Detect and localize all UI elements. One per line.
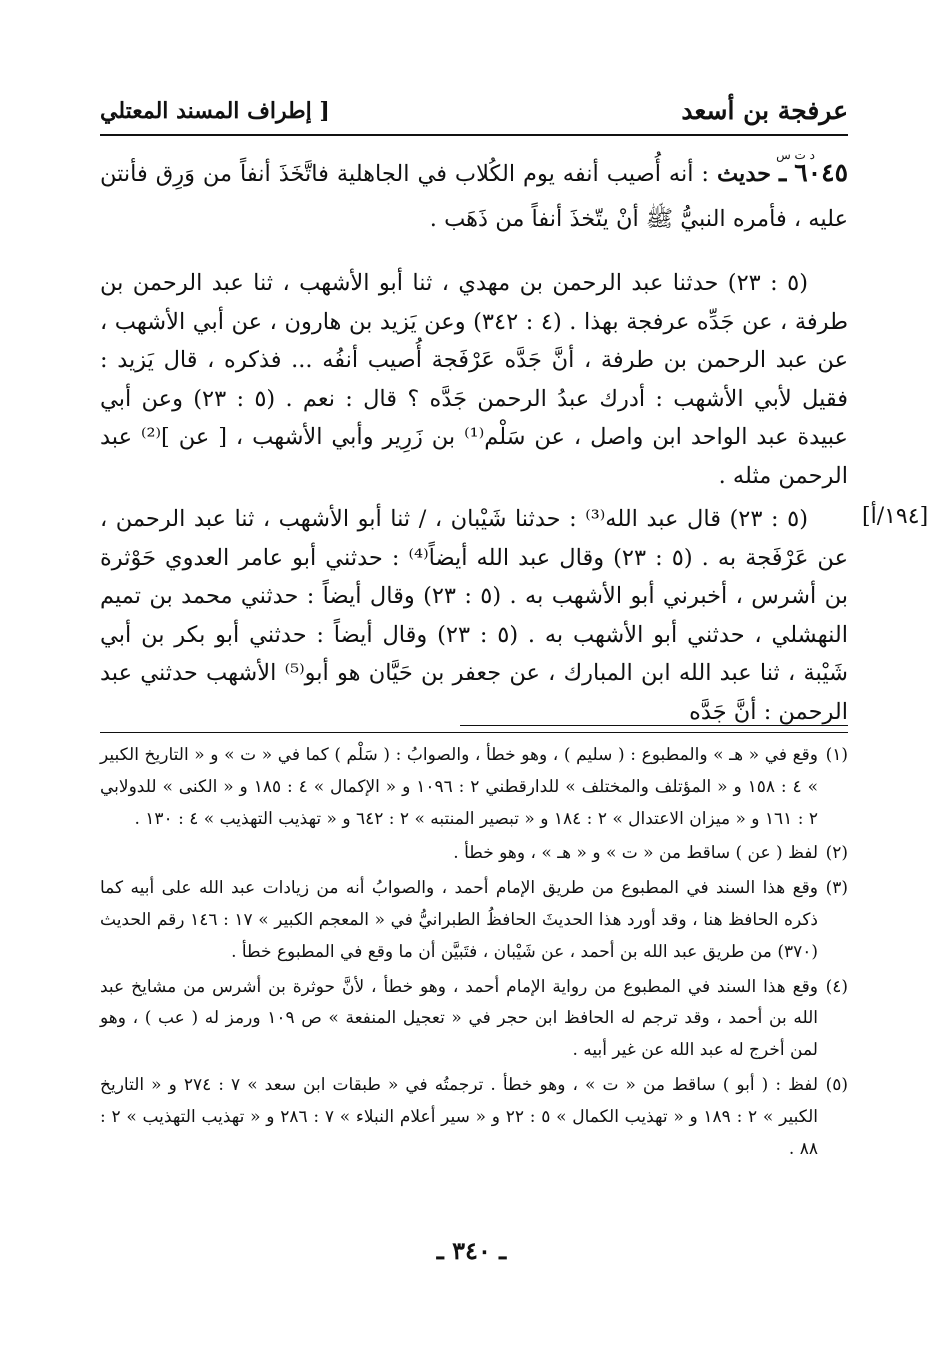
- hadith-keyword: حديث: [716, 161, 772, 187]
- footnote-text: وقع في « هـ » والمطبوع : ( سليم ) ، وهو خطأ ، والصوابُ : ( سَلْم ) كما في « ت » و « التاريخ الكبير » ٤ : ١٥٨ و « المؤتلف والمختلف » للدارقطني ٢ : ١٠٩٦ و « الإكمال » ٤ : ١٨٥ و « الكنى » للدولابي ٢ : ١٦١ و « ميزان الاعتدال » ٢ : ١٨٤ و « تبصير المنتبه » ٢ : ٦٤٢ و « تهذيب التهذيب » ٤ : ١٣٠ .: [100, 745, 818, 829]
- isnad-paragraph-1: (٥ : ٢٣) حدثنا عبد الرحمن بن مهدي ، ثنا أبو الأشهب ، ثنا عبد الرحمن بن طرفة ، عن جَدِّه عرفجة بهذا . (٤ : ٣٤٢) وعن يَزيد بن هارون ، عن أبي الأشهب ، عن عبد الرحمن بن طرفة ، أنَّ جَدَّه عَرْفَجة أُصيب أنفُه ... فذكره ، قال يَزيد : فقيل لأبي الأشهب : أدرك عبدُ الرحمن جَدَّه ؟ قال : نعم . (٥ : ٢٣) وعن أبي عبيدة عبد الواحد ابن واصل ، عن سَلْم⁽¹⁾ بن زَرِير وأبي الأشهب ، [ عن ]⁽²⁾ عبد الرحمن مثله .: [100, 270, 848, 489]
- footnote-rule: [100, 732, 848, 733]
- margin-folio-note: [١٩٤/أ]: [862, 504, 929, 529]
- footnote-number: (١): [825, 745, 848, 765]
- hadith-text: : أنه أُصيب أنفه يوم الكُلاب في الجاهلية فاتَّخَذَ أنفاً من وَرِق فأنتن عليه ، فأمره النبيُّ ﷺ أنْ يتّخذَ أنفاً من ذَهَب .: [100, 161, 848, 232]
- footnote: [100, 873, 848, 968]
- hadith-number: ٦٠٤٥: [794, 158, 848, 187]
- footnote-text: لفظ : ( أبو ) ساقط من « ت » ، وهو خطأ . ترجمتُه في « طبقات ابن سعد » ٧ : ٢٧٤ و « التاريخ الكبير » ٢ : ١٨٩ و « تهذيب الكمال » ٥ : ٢٢ و « سير أعلام النبلاء » ٧ : ٢٨٦ و « تهذيب التهذيب » ٢ : ٨٨ .: [100, 1074, 818, 1159]
- footnote: [100, 1070, 848, 1165]
- footnote: [100, 972, 848, 1067]
- footnotes: [100, 740, 848, 1168]
- page-number: ـ ٣٤٠ ـ: [436, 1236, 507, 1265]
- footnote: [100, 838, 848, 870]
- header-rule: [100, 134, 848, 136]
- footnote-text: وقع هذا السند في المطبوع من طريق الإمام أحمد ، والصوابُ أنه من زيادات عبد الله على أبيه كما ذكره الحافظ هنا ، وقد أورد هذا الحديثَ الحافظُ الطبرانيُّ في « المعجم الكبير » ١٧ : ١٤٦ رقم الحديث (٣٧٠) من طريق عبد الله بن أحمد ، عن شَيْبان ، فتَبيَّن أن ما وقع في المطبوع خطأ .: [100, 878, 818, 962]
- hadith-sigla: د ت س: [776, 148, 815, 162]
- footnote-number: (٥): [825, 1074, 848, 1095]
- footnote: [100, 740, 848, 835]
- hadith-dash: ـ: [779, 158, 787, 187]
- running-header: [100, 96, 848, 130]
- hadith-entry: [100, 150, 848, 242]
- footnote-text: لفظ ( عن ) ساقط من « ت » و « هـ » ، وهو خطأ .: [453, 843, 818, 864]
- footnote-number: (٢): [825, 843, 848, 864]
- chapter-title: عرفجة بن أسعد: [681, 96, 848, 125]
- text-underline: [460, 725, 848, 726]
- isnad-paragraph-2: (٥ : ٢٣) قال عبد الله⁽³⁾ : حدثنا شَيْبان ، / ثنا أبو الأشهب ، ثنا عبد الرحمن ، عن عَرْفَجة به . (٥ : ٢٣) وقال عبد الله أيضاً⁽⁴⁾ : حدثني أبو عامر العدوي حَوْثرة بن أشرس ، أخبرني أبو الأشهب به . (٥ : ٢٣) وقال أيضاً : حدثني محمد بن تميم النهشلي ، حدثني أبو الأشهب به . (٥ : ٢٣) وقال أيضاً : حدثني أبو بكر بن أبي شَيْبة ، ثنا عبد الله ابن المبارك ، عن جعفر بن حَيَّان هو أبو⁽⁵⁾ الأشهب حدثني عبد الرحمن : أنَّ جَدَّه: [100, 506, 849, 725]
- footnote-text: وقع هذا السند في المطبوع من رواية الإمام أحمد ، وهو خطأ ، لأنَّ حوثرة بن أشرس من مشايخ عبد الله بن أحمد ، وقد ترجم له الحافظ ابن حجر في « تعجيل المنفعة » ص ١٠٩ ورمز له ( عب ) ، وهو لمن أخرج له عبد الله عن غير أبيه .: [100, 976, 818, 1061]
- book-title: [ إطراف المسند المعتلي: [100, 98, 330, 124]
- footnote-number: (٣): [825, 878, 848, 899]
- footnote-number: (٤): [825, 976, 848, 997]
